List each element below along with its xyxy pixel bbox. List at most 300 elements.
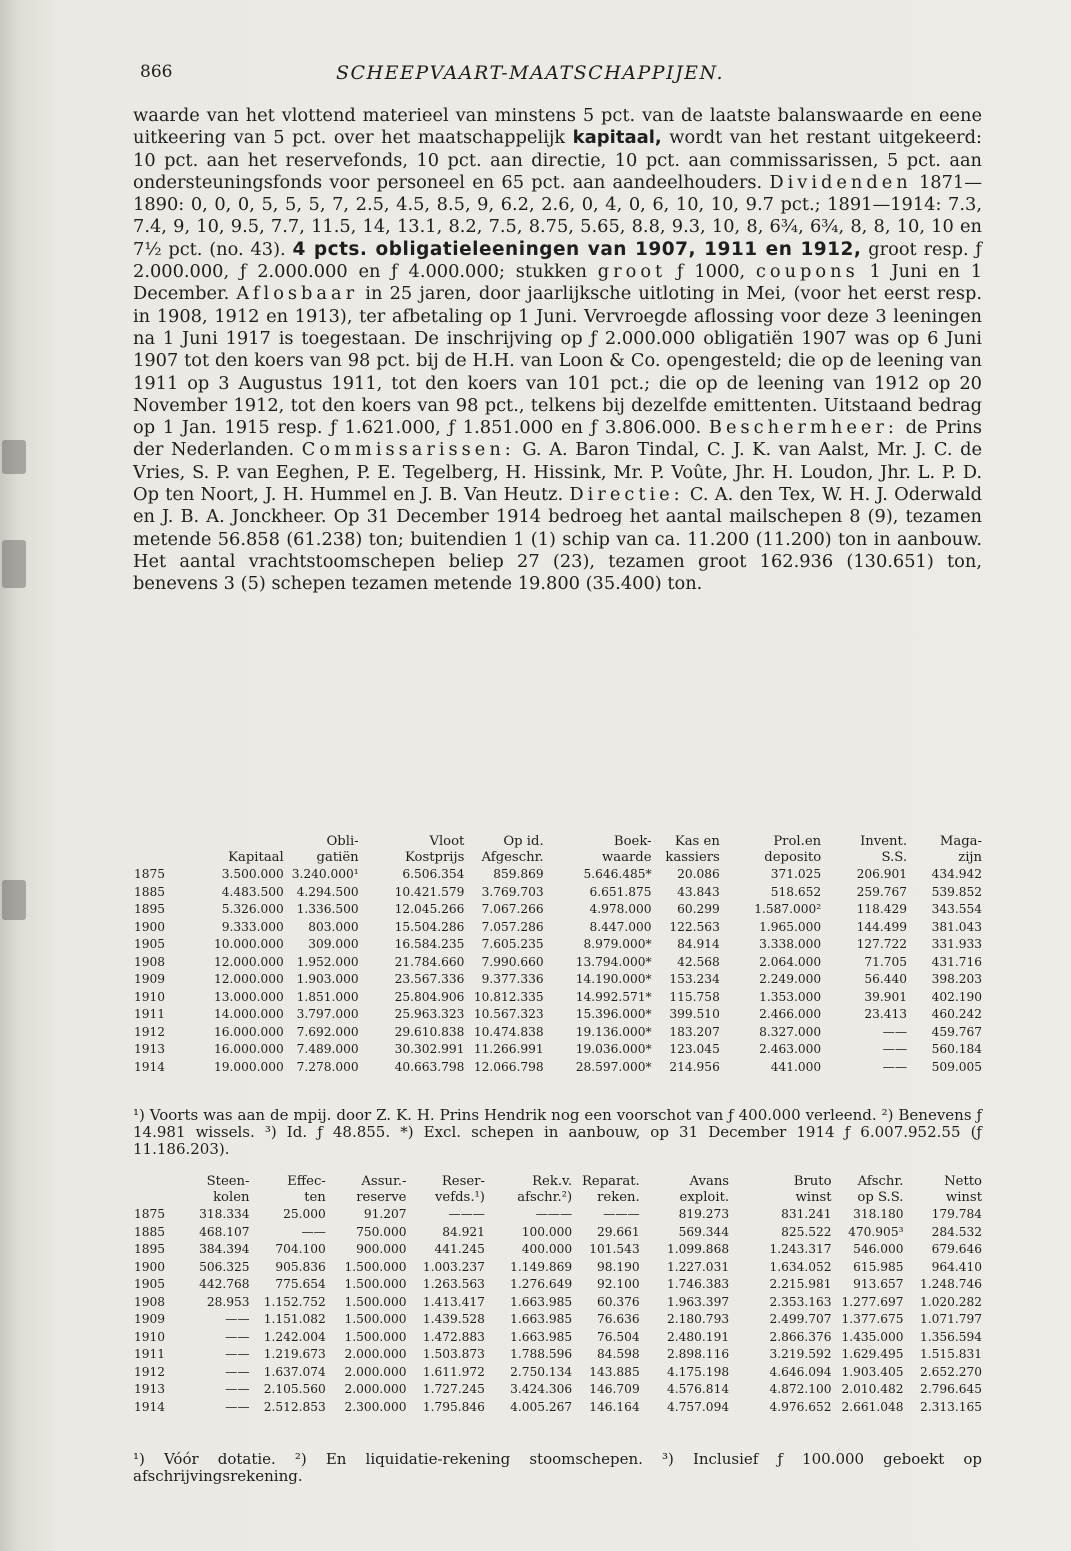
- table-cell: 19.136.000*: [575, 1024, 652, 1039]
- table-cell: 905.836: [275, 1259, 326, 1274]
- table-cell: 23.413: [864, 1007, 908, 1021]
- table-row: [134, 1311, 982, 1329]
- table-cell: 6.506.354: [402, 867, 465, 881]
- table-cell: 1.663.985: [510, 1294, 573, 1309]
- year-cell: 1911: [134, 1007, 166, 1021]
- table-cell: 214.956: [669, 1059, 720, 1074]
- table-cell: 539.852: [931, 884, 982, 899]
- column-header: Avans exploit.: [679, 1174, 730, 1205]
- table-cell: 1.377.675: [841, 1312, 904, 1326]
- table-cell: 84.598: [597, 1347, 640, 1361]
- table-cell: 15.504.286: [394, 919, 465, 934]
- table-cell: 2.000.000: [344, 1382, 407, 1396]
- year-cell: 1900: [134, 919, 166, 934]
- bold-term: kapitaal,: [572, 127, 662, 149]
- table-cell: 825.522: [781, 1224, 832, 1239]
- year-cell: 1909: [134, 972, 166, 986]
- table-cell: ——: [225, 1364, 250, 1379]
- table-cell: 2.750.134: [510, 1364, 573, 1379]
- table-cell: 10.567.323: [473, 1007, 544, 1021]
- table-cell: 859.869: [493, 867, 544, 881]
- year-cell: 1908: [134, 1294, 166, 1309]
- table-cell: 441.245: [434, 1242, 485, 1256]
- table-row: [134, 901, 982, 919]
- table-cell: 468.107: [199, 1224, 250, 1239]
- year-cell: 1875: [134, 1207, 166, 1221]
- table-cell: 2.215.981: [769, 1277, 832, 1291]
- table-cell: 1.746.383: [667, 1277, 730, 1291]
- table-cell: 7.605.235: [481, 937, 544, 951]
- year-cell: 1895: [134, 1242, 166, 1256]
- table-cell: 28.953: [206, 1294, 250, 1309]
- column-header: Steen- kolen: [206, 1174, 250, 1205]
- table-row: [134, 1399, 982, 1417]
- table-cell: 4.872.100: [769, 1382, 832, 1396]
- spaced-term-aflosbaar: Aflosbaar: [236, 283, 359, 305]
- table-cell: 1.263.563: [422, 1277, 485, 1291]
- table-cell: 42.568: [677, 954, 720, 969]
- table-row: [134, 989, 982, 1007]
- table-cell: 25.000: [283, 1207, 326, 1221]
- column-header: Netto winst: [944, 1174, 982, 1205]
- table-row: [134, 1329, 982, 1347]
- text-run: G. A. Baron Tindal, C. J. K. van Aalst, Mr. J. C. de Vries, S. P. van Eeghen, P. E. Tegelberg, H. Hissink, Mr. P. Voûte, Jhr. H. Loudon, Jhr. L. P. D. Op ten Noort, J. H. Hummel en J. B. Van Heutz.: [133, 439, 983, 506]
- table-cell: 76.636: [597, 1312, 640, 1326]
- table-cell: 460.242: [931, 1007, 982, 1021]
- table-cell: 6.651.875: [589, 884, 652, 899]
- table-cell: 2.300.000: [344, 1399, 407, 1414]
- year-cell: 1912: [134, 1364, 166, 1379]
- year-cell: 1905: [134, 1277, 166, 1291]
- table-cell: 384.394: [199, 1242, 250, 1256]
- table-cell: 2.866.376: [769, 1329, 832, 1344]
- table-row: [134, 1006, 982, 1024]
- table-cell: 118.429: [856, 902, 908, 916]
- table-cell: 25.804.906: [394, 989, 465, 1004]
- table-cell: 470.905³: [848, 1224, 904, 1239]
- table-cell: 2.249.000: [759, 972, 822, 986]
- table-cell: ——: [225, 1329, 250, 1344]
- table-row: [134, 1381, 982, 1399]
- column-header: Obli- gatiën: [316, 834, 359, 865]
- text-run: in 25 jaren, door jaarlijksche uitloting in Mei, (voor het eerst resp. in 1908, 1912 en 1913), ter afbetaling op 1 Juni. Vervroegde aflossing voor deze 3 leeningen na 1 Juni 1917 is toegestaan. De inschrijving op ƒ 2.000.000 obligatiën 1907 was op 6 Juni 1907 tot den koers van 98 pct. bij de H.H. van Loon & Co. opengesteld; die op de leening van 1911 op 3 Augustus 1911, tot den koers van 101 pct.; die op de leening van 1912 op 20 November 1912, tot den koers van 98 pct., telkens bij dezelfde emittenten. Uitstaand bedrag op 1 Jan. 1915 resp. ƒ 1.621.000, ƒ 1.851.000 en ƒ 3.806.000.: [133, 283, 982, 439]
- table-cell: 2.652.270: [919, 1364, 982, 1379]
- column-header: Op id. Afgeschr.: [481, 834, 544, 865]
- table-cell: 12.000.000: [213, 954, 284, 969]
- text-run: wordt van het restant uitgekeerd: 10 pct. aan het reservefonds, 10 pct. aan directie, 10 pct. aan commissarissen, 5 pct. aan ondersteuningsfonds voor personeel en 65 pct. aan aandeelhouders.: [133, 127, 983, 193]
- table-row: [134, 971, 982, 989]
- table-cell: 123.045: [669, 1042, 720, 1056]
- table-cell: 4.483.500: [221, 884, 284, 899]
- table-cell: ——: [301, 1224, 326, 1239]
- table-cell: 76.504: [597, 1329, 640, 1344]
- table-cell: 84.914: [677, 937, 720, 951]
- table-row: [134, 1224, 982, 1242]
- table-cell: 8.979.000*: [583, 937, 652, 951]
- table-cell: 398.203: [931, 972, 982, 986]
- table-cell: 1.243.317: [769, 1242, 832, 1256]
- table-cell: 28.597.000*: [575, 1059, 652, 1074]
- table-cell: 14.000.000: [213, 1007, 284, 1021]
- year-cell: 1912: [134, 1024, 166, 1039]
- table-cell: 25.963.323: [394, 1007, 465, 1021]
- table-cell: 3.424.306: [510, 1382, 573, 1396]
- column-header: Invent. S.S.: [860, 834, 908, 865]
- text-run: ƒ 1000,: [666, 261, 756, 283]
- year-cell: 1905: [134, 937, 166, 951]
- table-cell: 16.000.000: [213, 1024, 284, 1039]
- table-cell: ——: [882, 1042, 908, 1056]
- table-cell: 1.788.596: [510, 1347, 573, 1361]
- table-cell: 546.000: [853, 1242, 904, 1256]
- table-cell: 1.151.082: [263, 1312, 326, 1326]
- table-cell: 115.758: [669, 989, 720, 1004]
- table-cell: 569.344: [678, 1224, 730, 1239]
- table-cell: ——: [225, 1399, 250, 1414]
- table-cell: 1.515.831: [919, 1347, 982, 1361]
- column-header: Vloot Kostprijs: [405, 834, 465, 865]
- table-cell: 831.241: [781, 1207, 832, 1221]
- table-cell: 1.152.752: [263, 1294, 326, 1309]
- table-row: [134, 1241, 982, 1259]
- table-cell: 2.353.163: [769, 1294, 832, 1309]
- table-cell: 19.036.000*: [575, 1042, 652, 1056]
- table-cell: 3.219.592: [769, 1347, 832, 1361]
- column-header: Prol.en deposito: [764, 834, 822, 865]
- running-head: SCHEEPVAART-MAATSCHAPPIJEN.: [335, 62, 725, 84]
- table-cell: 1.727.245: [422, 1382, 485, 1396]
- year-cell: 1911: [134, 1347, 166, 1361]
- table-cell: 1.500.000: [344, 1259, 407, 1274]
- table-cell: 509.005: [931, 1059, 982, 1074]
- table-row: [134, 954, 982, 972]
- column-header: Rek.v. afschr.²): [517, 1174, 573, 1205]
- table-cell: 1.277.697: [841, 1294, 904, 1309]
- table-cell: 206.901: [856, 867, 908, 881]
- table-cell: 2.463.000: [759, 1042, 822, 1056]
- column-header: Kapitaal: [228, 850, 284, 865]
- table-cell: 4.294.500: [296, 884, 359, 899]
- table-cell: 3.769.703: [481, 884, 544, 899]
- table-cell: 4.976.652: [769, 1399, 832, 1414]
- table-cell: 518.652: [770, 884, 822, 899]
- table-cell: 1.629.495: [841, 1347, 904, 1361]
- table-cell: 143.885: [589, 1364, 640, 1379]
- table-cell: 1.634.052: [769, 1259, 832, 1274]
- table-cell: 9.333.000: [221, 919, 284, 934]
- table-row: [134, 1276, 982, 1294]
- text-run: groot resp. ƒ 2.000.000, ƒ 2.000.000 en ƒ 4.000.000; stukken: [133, 238, 982, 283]
- table-cell: 343.554: [931, 902, 982, 916]
- spaced-term-dividenden: Dividenden: [769, 171, 912, 193]
- table-row: [134, 1346, 982, 1364]
- table-cell: 1.356.594: [919, 1329, 982, 1344]
- table-cell: 5.326.000: [221, 902, 284, 916]
- table-cell: 1.353.000: [759, 989, 822, 1004]
- table-cell: 146.709: [589, 1382, 640, 1396]
- table-cell: 1.503.873: [422, 1347, 485, 1361]
- table-cell: 7.057.286: [481, 919, 544, 934]
- table-row: [134, 919, 982, 937]
- table-cell: 318.180: [853, 1207, 904, 1221]
- table-cell: 1.611.972: [422, 1364, 485, 1379]
- table-cell: 331.933: [931, 937, 982, 951]
- table-cell: 459.767: [931, 1024, 982, 1039]
- table-row: [134, 1294, 982, 1312]
- table-cell: 7.278.000: [296, 1059, 359, 1074]
- table-cell: 7.692.000: [296, 1024, 359, 1039]
- table-cell: 2.480.191: [667, 1329, 730, 1344]
- table-cell: 1.242.004: [263, 1329, 326, 1344]
- table-cell: ———: [448, 1207, 485, 1221]
- table-cell: 2.313.165: [919, 1399, 982, 1414]
- table-cell: 40.663.798: [394, 1059, 465, 1074]
- table-cell: 29.661: [597, 1224, 640, 1239]
- table-cell: 127.722: [856, 937, 908, 951]
- spaced-term-beschermheer: Beschermheer:: [708, 417, 898, 439]
- table-cell: 1.020.282: [919, 1294, 982, 1309]
- table-cell: 1.903.000: [296, 972, 359, 986]
- year-cell: 1875: [134, 867, 166, 881]
- table-cell: 1.219.673: [263, 1347, 326, 1361]
- column-header: Maga- zijn: [939, 834, 982, 865]
- table-cell: 3.338.000: [759, 937, 822, 951]
- table-cell: 10.000.000: [213, 937, 284, 951]
- table-cell: 60.376: [597, 1294, 640, 1309]
- table-cell: 1.071.797: [919, 1312, 982, 1326]
- table-row: [134, 866, 982, 884]
- year-cell: 1885: [134, 1224, 166, 1239]
- table-cell: 71.705: [864, 954, 908, 969]
- year-cell: 1908: [134, 954, 166, 969]
- table-cell: 434.942: [931, 867, 982, 881]
- table-cell: 1.637.074: [263, 1364, 326, 1379]
- table-cell: 43.843: [677, 884, 720, 899]
- table-cell: 2.180.793: [667, 1312, 730, 1326]
- table-cell: 1.439.528: [422, 1312, 485, 1326]
- table-cell: 402.190: [931, 989, 982, 1004]
- table-cell: 16.584.235: [394, 937, 465, 951]
- table-cell: 4.005.267: [510, 1399, 573, 1414]
- table-cell: 900.000: [356, 1242, 407, 1256]
- table-cell: 615.985: [853, 1259, 904, 1274]
- section-heading-obligaties: 4 pcts. obligatieleeningen van 1907, 1911 en 1912,: [292, 238, 862, 260]
- table-cell: 750.000: [356, 1224, 407, 1239]
- year-cell: 1895: [134, 902, 166, 916]
- table-cell: 441.000: [770, 1059, 822, 1074]
- table-cell: 153.234: [669, 972, 720, 986]
- year-cell: 1914: [134, 1059, 166, 1074]
- table-row: [134, 936, 982, 954]
- column-header: Assur.- reserve: [356, 1174, 407, 1205]
- table-cell: 92.100: [597, 1277, 640, 1291]
- table-cell: 2.000.000: [344, 1364, 407, 1379]
- table-cell: 506.325: [199, 1259, 250, 1274]
- table-cell: 1.851.000: [296, 989, 359, 1004]
- spaced-term-directie: Directie:: [569, 484, 684, 506]
- text-run: 1871—1890: 0, 0, 0, 5, 5, 5, 7, 2.5, 4.5, 8.5, 9, 6.2, 2.6, 0, 4, 0, 6, 10, 10, 9.7 pct.; 1891—1914: 7.3, 7.4, 9, 10, 9.5, 7.7, 11.5, 14, 13.1, 8.2, 7.5, 8.75, 5.65, 8.8, 9.3, 10, 8, 6¾, 6¾, 8, 8, 10, 10 en 7½ pct. (no. 43).: [133, 171, 982, 260]
- table-cell: 23.567.336: [394, 972, 465, 986]
- table-cell: 1.227.031: [667, 1259, 730, 1274]
- column-header: Bruto winst: [793, 1174, 832, 1205]
- table-cell: 5.646.485*: [583, 867, 652, 881]
- table-cell: 100.000: [521, 1224, 573, 1239]
- table-cell: 16.000.000: [213, 1042, 284, 1056]
- table-cell: 1.413.417: [422, 1294, 485, 1309]
- table-cell: 7.990.660: [481, 954, 544, 969]
- table-cell: 98.190: [597, 1259, 640, 1274]
- table-cell: 1.149.869: [510, 1259, 573, 1274]
- table-cell: ——: [225, 1312, 250, 1326]
- year-cell: 1900: [134, 1259, 166, 1274]
- table-cell: 30.302.991: [394, 1042, 465, 1056]
- table-cell: 60.299: [677, 902, 720, 916]
- table-cell: ——: [882, 1059, 908, 1074]
- table-cell: ——: [225, 1382, 250, 1396]
- spaced-term-groot: groot: [597, 261, 667, 283]
- table-cell: 2.064.000: [759, 954, 822, 969]
- table-cell: 14.190.000*: [575, 972, 652, 986]
- footnote-table1: ¹) Voorts was aan de mpij. door Z. K. H. Prins Hendrik nog een voorschot van ƒ 400.000 verleend. ²) Benevens ƒ 14.981 wissels. ³) Id. ƒ 48.855. *) Excl. schepen in aanbouw, op 31 December 1914 ƒ 6.007.952.55 (ƒ 11.186.203).: [133, 1106, 982, 1158]
- table-cell: 183.207: [669, 1024, 720, 1039]
- table-cell: ———: [535, 1207, 573, 1221]
- footnote-table2: ¹) Vóór dotatie. ²) En liquidatie-rekening stoomschepen. ³) Inclusief ƒ 100.000 geboekt op afschrijvingsrekening.: [133, 1450, 982, 1485]
- table-cell: 3.797.000: [296, 1007, 359, 1021]
- gutter-shadow: [2, 880, 26, 920]
- table-cell: 4.978.000: [589, 902, 652, 916]
- year-cell: 1913: [134, 1382, 166, 1396]
- year-cell: 1913: [134, 1042, 166, 1056]
- year-cell: 1909: [134, 1312, 166, 1326]
- table-cell: 1.336.500: [296, 902, 359, 916]
- body-paragraph: [133, 105, 982, 596]
- column-header: Reser- vefds.¹): [434, 1174, 485, 1205]
- balance-table: [134, 834, 982, 1076]
- table-cell: 12.066.798: [473, 1059, 544, 1074]
- table-cell: 400.000: [521, 1242, 573, 1256]
- table-cell: ———: [603, 1207, 640, 1221]
- spaced-term-coupons: coupons: [755, 261, 859, 283]
- year-cell: 1910: [134, 989, 166, 1004]
- gutter-shadow: [2, 440, 26, 474]
- table-cell: 15.396.000*: [575, 1007, 652, 1021]
- table-header-row: [134, 1174, 982, 1206]
- table-cell: 10.421.579: [394, 884, 465, 899]
- table-cell: 1.500.000: [344, 1294, 407, 1309]
- table-cell: 913.657: [853, 1277, 904, 1291]
- table-row: [134, 1024, 982, 1042]
- table-cell: 8.327.000: [759, 1024, 822, 1039]
- table-cell: 819.273: [678, 1207, 730, 1221]
- table-cell: 3.240.000¹: [291, 867, 359, 881]
- table-cell: 1.276.649: [510, 1277, 573, 1291]
- table-row: [134, 1041, 982, 1059]
- text-run: de Prins der Nederlanden.: [133, 417, 982, 461]
- table-cell: 2.796.645: [919, 1382, 982, 1396]
- table-cell: 2.499.707: [769, 1312, 832, 1326]
- gutter-shadow: [2, 540, 26, 588]
- table-cell: 1.965.000: [759, 919, 822, 934]
- table-cell: 122.563: [669, 919, 720, 934]
- table-cell: 1.795.846: [422, 1399, 485, 1414]
- year-cell: 1885: [134, 884, 166, 899]
- table-row: [134, 1059, 982, 1077]
- table-cell: ——: [225, 1347, 250, 1361]
- table-cell: 146.164: [589, 1399, 640, 1414]
- table-cell: 2.000.000: [344, 1347, 407, 1361]
- table-cell: 1.587.000²: [754, 902, 822, 916]
- profit-table: [134, 1174, 982, 1416]
- table-cell: 179.784: [931, 1207, 982, 1221]
- table-cell: 12.000.000: [213, 972, 284, 986]
- column-header: Afschr. op S.S.: [857, 1174, 904, 1205]
- table-cell: 4.757.094: [667, 1399, 730, 1414]
- table-cell: 39.901: [864, 989, 908, 1004]
- table-cell: 803.000: [308, 919, 359, 934]
- table-row: [134, 1259, 982, 1277]
- table-cell: 1.099.868: [667, 1242, 730, 1256]
- table-cell: 1.500.000: [344, 1312, 407, 1326]
- column-header: [134, 834, 178, 866]
- table-cell: 1.500.000: [344, 1277, 407, 1291]
- table-cell: 259.767: [856, 884, 908, 899]
- table-cell: 2.512.853: [263, 1399, 326, 1414]
- table-cell: 1.248.746: [919, 1277, 982, 1291]
- year-cell: 1910: [134, 1329, 166, 1344]
- table-cell: 1.663.985: [510, 1312, 573, 1326]
- table-cell: 371.025: [770, 867, 822, 881]
- table-cell: 101.543: [589, 1242, 640, 1256]
- table-cell: 4.646.094: [769, 1364, 832, 1379]
- table-cell: 7.489.000: [296, 1042, 359, 1056]
- table-cell: ——: [882, 1024, 908, 1039]
- table-cell: 91.207: [363, 1207, 407, 1221]
- text-run: C. A. den Tex, W. H. J. Oderwald en J. B. A. Jonckheer. Op 31 December 1914 bedroeg het aantal mailschepen 8 (9), tezamen metende 56.858 (61.238) ton; buitendien 1 (1) schip van ca. 11.200 (11.200) ton in aanbouw. Het aantal vrachtstoomschepen beliep 27 (23), tezamen groot 162.936 (130.651) ton, benevens 3 (5) schepen tezamen metende 19.800 (35.400) ton.: [133, 484, 982, 595]
- table-cell: 14.992.571*: [575, 989, 652, 1004]
- table-cell: 11.266.991: [473, 1042, 544, 1056]
- table-cell: 21.784.660: [394, 954, 465, 969]
- table-cell: 1.003.237: [422, 1259, 485, 1274]
- table-cell: 1.435.000: [841, 1329, 904, 1344]
- table-cell: 10.474.838: [473, 1024, 544, 1039]
- page-header: [140, 62, 980, 90]
- table-cell: 1.663.985: [510, 1329, 573, 1344]
- spaced-term-commissarissen: Commissarissen:: [301, 439, 515, 461]
- table-row: [134, 884, 982, 902]
- table-cell: 13.794.000*: [575, 954, 652, 969]
- year-cell: 1914: [134, 1399, 166, 1414]
- table-cell: 1.952.000: [296, 954, 359, 969]
- table-cell: 2.898.116: [667, 1347, 730, 1361]
- table-cell: 4.576.814: [667, 1382, 730, 1396]
- table-cell: 431.716: [931, 954, 982, 969]
- table-cell: 679.646: [931, 1242, 982, 1256]
- table-cell: 381.043: [931, 919, 982, 934]
- table-cell: 4.175.198: [667, 1364, 730, 1379]
- table-cell: 19.000.000: [213, 1059, 284, 1074]
- table-cell: 3.500.000: [221, 867, 284, 881]
- table-cell: 12.045.266: [394, 902, 465, 916]
- table-cell: 84.921: [442, 1224, 485, 1239]
- table-cell: 10.812.335: [473, 989, 544, 1004]
- table-cell: 9.377.336: [481, 972, 544, 986]
- table-row: [134, 1206, 982, 1224]
- table-cell: 29.610.838: [394, 1024, 465, 1039]
- table-cell: 144.499: [856, 919, 908, 934]
- column-header: Kas en kassiers: [665, 834, 720, 865]
- column-header: Effec- ten: [287, 1174, 326, 1205]
- table-cell: 442.768: [199, 1277, 250, 1291]
